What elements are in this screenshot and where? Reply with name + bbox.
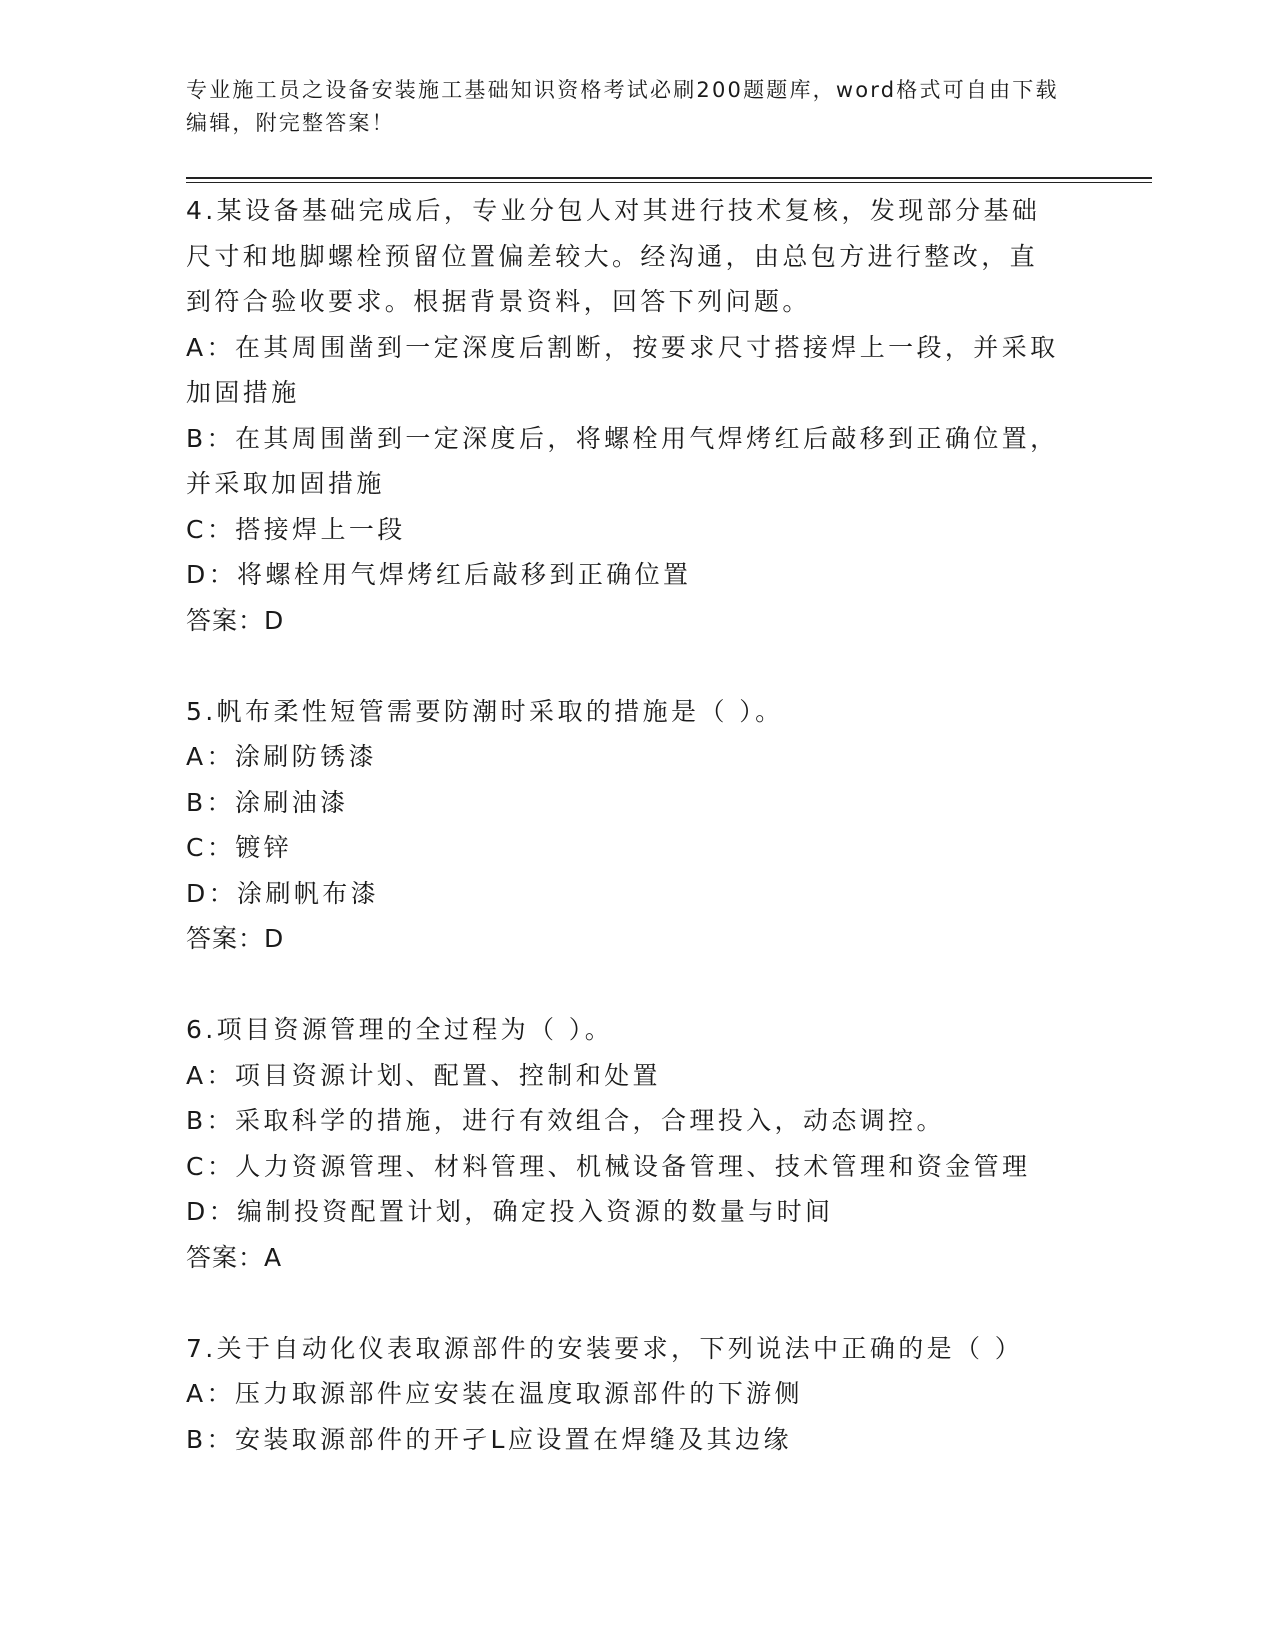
option-b: B：涂刷油漆 [186, 787, 349, 817]
header-divider-thick [186, 177, 1152, 179]
option-c: C：人力资源管理、材料管理、机械设备管理、技术管理和资金管理 [186, 1151, 1031, 1181]
answer-line: 答案：D [186, 605, 285, 635]
question-stem: 6.项目资源管理的全过程为（ ）。 [186, 1015, 614, 1044]
option-b: B：采取科学的措施，进行有效组合，合理投入，动态调控。 [186, 1106, 945, 1135]
question-5 [186, 689, 1066, 962]
question-gap [186, 643, 1066, 689]
option-a: A：在其周围凿到一定深度后割断，按要求尺寸搭接焊上一段，并采取加固措施 [186, 332, 1059, 407]
header-divider-thin [186, 182, 1152, 183]
question-stem: 5.帆布柔性短管需要防潮时采取的措施是（ ）。 [186, 696, 784, 726]
option-d: D：编制投资配置计划，确定投入资源的数量与时间 [186, 1197, 834, 1226]
question-6 [186, 1007, 1066, 1280]
document-header: 专业施工员之设备安装施工基础知识资格考试必刷200题题库，word格式可自由下载编辑，附完整答案！ [186, 78, 1059, 135]
option-a: A：压力取源部件应安装在温度取源部件的下游侧 [186, 1379, 803, 1408]
question-stem: 7.关于自动化仪表取源部件的安装要求，下列说法中正确的是（ ） [186, 1333, 1024, 1363]
option-a: A：项目资源计划、配置、控制和处置 [186, 1060, 661, 1090]
question-list [186, 188, 1066, 1462]
answer-line: 答案：A [186, 1242, 283, 1272]
question-gap [186, 1280, 1066, 1326]
option-c: C：搭接焊上一段 [186, 514, 406, 544]
option-d: D：将螺栓用气焊烤红后敲移到正确位置 [186, 560, 692, 589]
answer-line: 答案：D [186, 924, 285, 953]
option-a: A：涂刷防锈漆 [186, 742, 377, 771]
option-d: D：涂刷帆布漆 [186, 878, 380, 908]
question-7 [186, 1326, 1066, 1463]
option-b: B：安装取源部件的开孑L应设置在焊缝及其边缘 [186, 1424, 792, 1454]
question-stem: 4.某设备基础完成后，专业分包人对其进行技术复核，发现部分基础尺寸和地脚螺栓预留位置偏差较大。经沟通，由总包方进行整改，直到符合验收要求。根据背景资料，回答下列问题。 [186, 196, 1041, 316]
question-4 [186, 188, 1066, 643]
option-b: B：在其周围凿到一定深度后，将螺栓用气焊烤红后敲移到正确位置，并采取加固措施 [186, 423, 1059, 498]
option-c: C：镀锌 [186, 833, 293, 862]
question-gap [186, 962, 1066, 1008]
